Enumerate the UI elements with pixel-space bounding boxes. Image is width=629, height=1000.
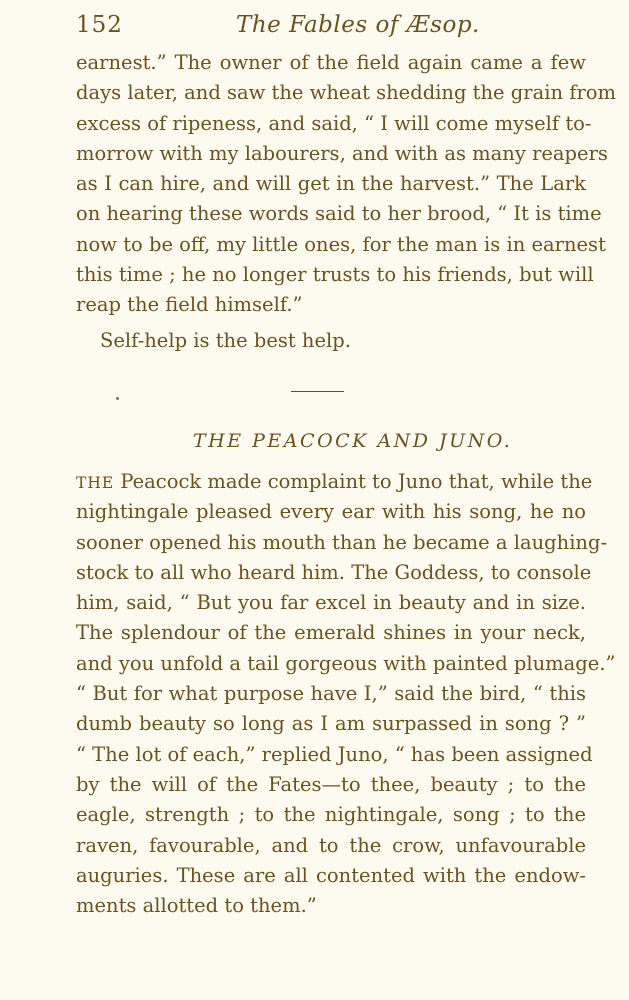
fable-text	[76, 467, 616, 921]
text-line: as I can hire, and will get in the harvest.” The Lark	[76, 172, 586, 196]
fable-title: THE PEACOCK AND JUNO.	[193, 430, 513, 452]
page-number: 152	[76, 12, 123, 38]
text-line: on hearing these words said to her brood, “ It is time	[76, 202, 602, 226]
text-line: ments allotted to them.”	[76, 894, 317, 918]
text-line: days later, and saw the wheat shedding the grain from	[76, 81, 616, 105]
text-line: “ But for what purpose have I,” said the bird, “ this	[76, 682, 586, 706]
text-line: “ The lot of each,” replied Juno, “ has been assigned	[76, 742, 593, 766]
text-line: eagle, strength ; to the nightingale, song ; to the	[76, 803, 586, 827]
first-line-rest: Peacock made complaint to Juno that, while the	[114, 470, 593, 493]
text-line: raven, favourable, and to the crow, unfavourable	[76, 833, 586, 857]
text-line: The splendour of the emerald shines in your neck,	[76, 621, 586, 645]
text-line: earnest.” The owner of the field again came a few	[76, 51, 586, 74]
text-line: him, said, “ But you far excel in beauty and in size.	[76, 591, 586, 615]
text-line: stock to all who heard him. The Goddess, to console	[76, 560, 592, 584]
text-line: this time ; he no longer trusts to his friends, but will	[76, 263, 594, 287]
ink-speck	[116, 397, 119, 400]
section-divider	[291, 391, 344, 392]
page-header	[76, 10, 586, 46]
moral: Self-help is the best help.	[100, 329, 351, 352]
text-line: excess of ripeness, and said, “ I will come myself to-	[76, 111, 592, 135]
opening-word: THE	[76, 474, 115, 492]
text-line: dumb beauty so long as I am surpassed in song ? ”	[76, 712, 586, 736]
text-line: auguries. These are all contented with the endow-	[76, 863, 586, 887]
text-line: now to be off, my little ones, for the man is in earnest	[76, 232, 606, 256]
running-title: The Fables of Æsop.	[236, 12, 480, 38]
text-line: and you unfold a tail gorgeous with painted plumage.”	[76, 651, 616, 675]
text-line: by the will of the Fates—to thee, beauty ; to the	[76, 772, 586, 796]
text-line-first	[76, 467, 593, 497]
text-line: sooner opened his mouth than he became a laughing-	[76, 530, 608, 554]
previous-fable-text	[76, 48, 616, 321]
text-line: reap the field himself.”	[76, 293, 303, 317]
text-line: nightingale pleased every ear with his song, he no	[76, 500, 586, 524]
text-line: morrow with my labourers, and with as many reapers	[76, 141, 608, 165]
